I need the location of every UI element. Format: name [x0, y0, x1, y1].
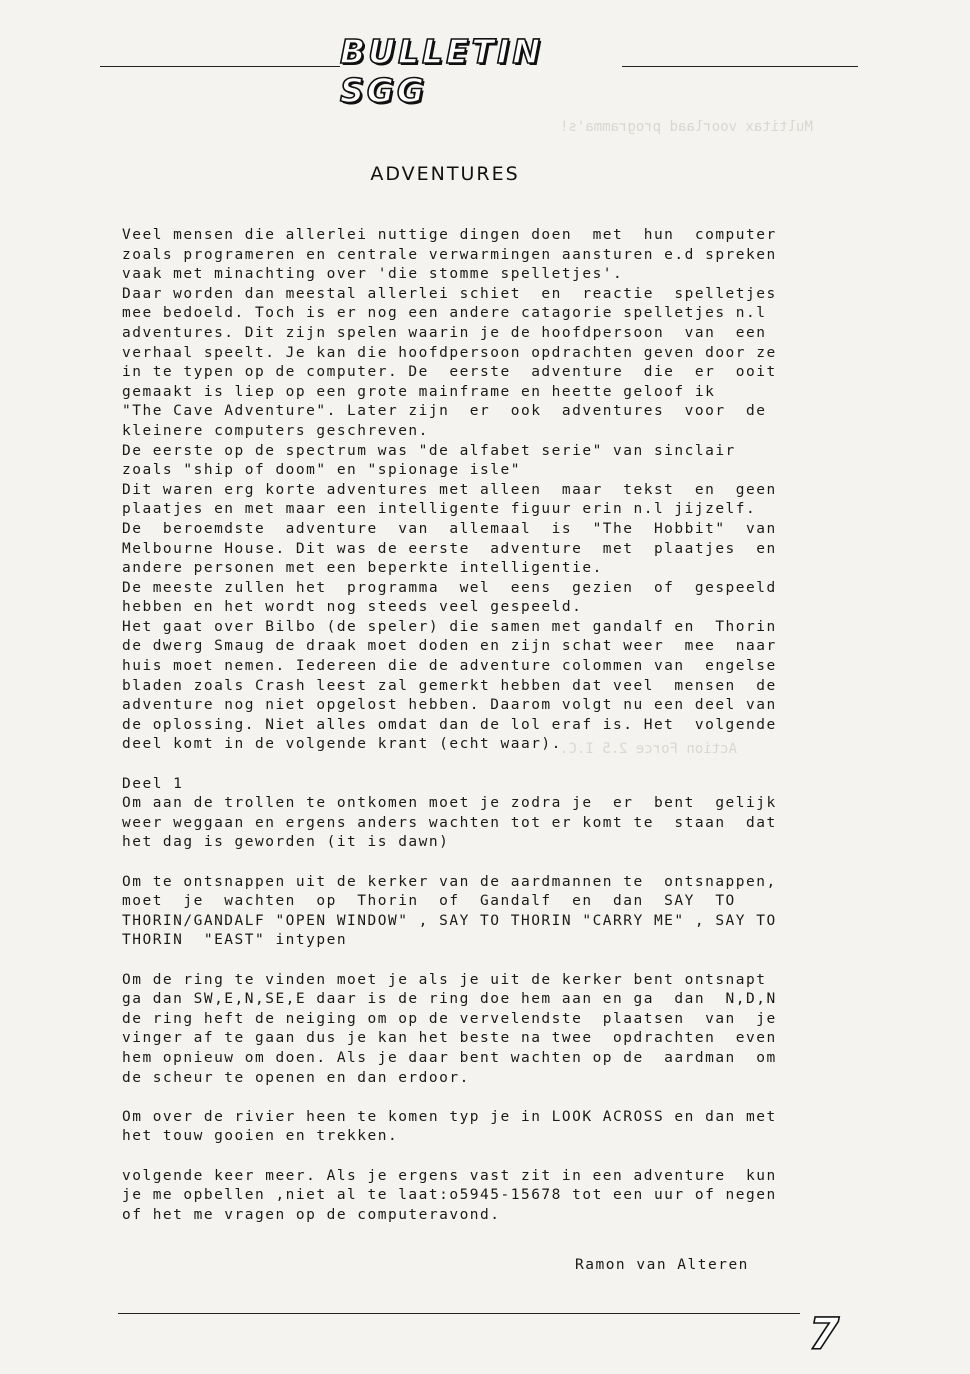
text-line: in te typen op de computer. De eerste adventure die er ooit	[122, 364, 777, 381]
masthead-logo	[340, 32, 622, 110]
text-line: de oplossing. Niet alles omdat dan de lol eraf is. Het volgende	[122, 716, 777, 733]
paragraph-gap	[122, 1147, 876, 1167]
text-line: je me opbellen ,niet al te laat:o5945-15678 tot een uur of negen	[122, 1187, 777, 1204]
text-line: de dwerg Smaug de draak moet doden en zijn schat weer mee naar	[122, 638, 777, 655]
masthead-title: BULLETIN SGG	[340, 32, 543, 110]
text-line: gemaakt is liep op een grote mainframe en heette geloof ik	[122, 383, 716, 400]
text-line: kleinere computers geschreven.	[122, 422, 429, 439]
text-line: ga dan SW,E,N,SE,E daar is de ring doe hem aan en ga dan N,D,N	[122, 991, 777, 1008]
text-line: De eerste op de spectrum was "de alfabet serie" van sinclair	[122, 442, 736, 459]
top-rule-right	[622, 66, 858, 67]
text-line: huis moet nemen. Iedereen die de adventure colommen van engelse	[122, 658, 777, 675]
paragraph-gap	[122, 951, 876, 971]
text-line: Deel 1	[122, 775, 184, 792]
text-line: mee bedoeld. Toch is er nog een andere catagorie spelletjes n.l	[122, 305, 767, 322]
text-line: volgende keer meer. Als je ergens vast zit in een adventure kun	[122, 1167, 777, 1184]
text-line: zoals "ship of doom" en "spionage isle"	[122, 462, 521, 479]
text-line: het touw gooien en trekken.	[122, 1128, 399, 1145]
text-line: het dag is geworden (it is dawn)	[122, 834, 450, 851]
text-line: andere personen met een beperkte intelligentie.	[122, 560, 603, 577]
text-line: Om aan de trollen te ontkomen moet je zodra je er bent gelijk	[122, 795, 777, 812]
text-line: Om de ring te vinden moet je als je uit de kerker bent ontsnapt	[122, 971, 767, 988]
bleed-through: Action Force 2.5 I.C.	[560, 741, 738, 757]
text-line: plaatjes en met maar een intelligente figuur erin n.l jijzelf.	[122, 501, 757, 518]
text-line: weer weggaan en ergens anders wachten tot er komt te staan dat	[122, 814, 777, 831]
text-line: vinger af te gaan dus je kan het beste na twee opdrachten even	[122, 1030, 777, 1047]
article-title: ADVENTURES	[370, 163, 520, 185]
paragraph-gap	[122, 1088, 876, 1108]
author-signature: Ramon van Alteren	[575, 1257, 749, 1273]
bleed-through: Multitax voorlaad programma's!	[560, 119, 813, 135]
text-line: Om over de rivier heen te komen typ je in LOOK ACROSS en dan met	[122, 1108, 777, 1125]
text-line: of het me vragen op de computeravond.	[122, 1206, 501, 1223]
text-line: De meeste zullen het programma wel eens gezien of gespeeld	[122, 579, 777, 596]
text-line: de ring heft de neiging om op de vervelendste plaatsen van je	[122, 1010, 777, 1027]
text-line: THORIN "EAST" intypen	[122, 932, 348, 949]
text-line: Melbourne House. Dit was de eerste adventure met plaatjes en	[122, 540, 777, 557]
paragraph-gap	[122, 853, 876, 873]
text-line: verhaal speelt. Je kan die hoofdpersoon opdrachten geven door ze	[122, 344, 777, 361]
text-line: De beroemdste adventure van allemaal is "The Hobbit" van	[122, 520, 777, 537]
text-line: deel komt in de volgende krant (echt waar).	[122, 736, 562, 753]
text-line: Veel mensen die allerlei nuttige dingen doen met hun computer	[122, 227, 777, 243]
text-line: adventure nog niet opgelost hebben. Daarom volgt nu een deel van	[122, 697, 777, 714]
page-number: 7	[808, 1308, 840, 1360]
text-line: Om te ontsnappen uit de kerker van de aardmannen te ontsnappen,	[122, 873, 777, 890]
text-line: Het gaat over Bilbo (de speler) die samen met gandalf en Thorin	[122, 618, 777, 635]
text-line: hebben en het wordt nog steeds veel gespeeld.	[122, 599, 583, 616]
text-line: zoals programeren en centrale verwarmingen aansturen e.d spreken	[122, 246, 777, 263]
text-line: de scheur te openen en dan erdoor.	[122, 1069, 470, 1086]
text-line: vaak met minachting over 'die stomme spelletjes'.	[122, 266, 624, 283]
text-line: "The Cave Adventure". Later zijn er ook adventures voor de	[122, 403, 767, 420]
article-body	[122, 226, 876, 1225]
text-line: moet je wachten op Thorin of Gandalf en dan SAY TO	[122, 893, 736, 910]
text-line: THORIN/GANDALF "OPEN WINDOW" , SAY TO THORIN "CARRY ME" , SAY TO	[122, 912, 777, 929]
top-rule-left	[100, 66, 340, 67]
text-line: bladen zoals Crash leest zal gemerkt hebben dat veel mensen de	[122, 677, 777, 694]
paragraph-gap	[122, 755, 876, 775]
text-line: adventures. Dit zijn spelen waarin je de hoofdpersoon van een	[122, 324, 767, 341]
text-line: Dit waren erg korte adventures met alleen maar tekst en geen	[122, 481, 777, 498]
text-line: hem opnieuw om doen. Als je daar bent wachten op de aardman om	[122, 1049, 777, 1066]
text-line: Daar worden dan meestal allerlei schiet en reactie spelletjes	[122, 285, 777, 302]
bottom-rule	[118, 1313, 800, 1314]
